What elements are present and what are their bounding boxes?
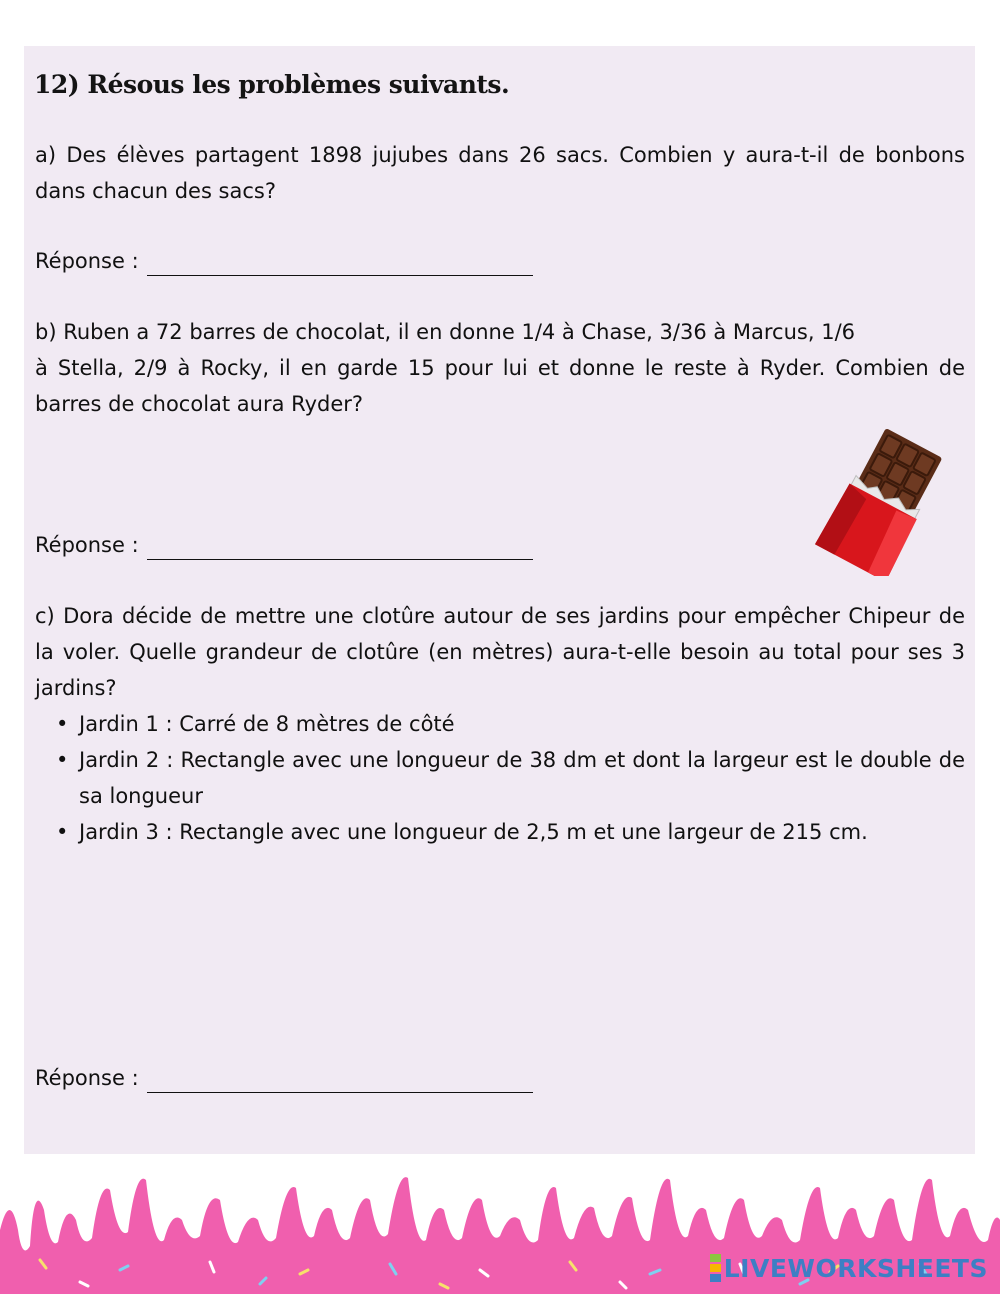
worksheet-title: 12) Résous les problèmes suivants. xyxy=(34,70,510,99)
chocolate-bar-icon xyxy=(806,428,946,576)
answer-line-b[interactable] xyxy=(147,537,533,560)
answer-line-c[interactable] xyxy=(147,1070,533,1093)
problem-c-answer xyxy=(35,1063,533,1093)
problem-b-answer xyxy=(35,530,533,560)
answer-line-a[interactable] xyxy=(147,253,533,276)
problem-b-line1: b) Ruben a 72 barres de chocolat, il en donne 1/4 à Chase, 3/36 à Marcus, 1/6 xyxy=(35,320,856,344)
garden-item: • Jardin 3 : Rectangle avec une longueur de 2,5 m et une largeur de 215 cm. xyxy=(79,814,965,850)
brand-name: LIVEWORKSHEETS xyxy=(723,1253,988,1283)
liveworksheets-logo-icon xyxy=(710,1253,721,1283)
answer-label: Réponse : xyxy=(35,1066,139,1090)
problem-b-line2: à Stella, 2/9 à Rocky, il en garde 15 pour lui et donne le reste à Ryder. Combien de barres de chocolat aura Ryder? xyxy=(35,356,965,416)
garden-item: • Jardin 1 : Carré de 8 mètres de côté xyxy=(79,706,965,742)
answer-label: Réponse : xyxy=(35,249,139,273)
problem-c-text: c) Dora décide de mettre une clotûre autour de ses jardins pour empêcher Chipeur de la voler. Quelle grandeur de clotûre (en mètres) aura-t-elle besoin au total pour ses 3 jardins? xyxy=(35,604,965,700)
problem-a-answer xyxy=(35,246,533,276)
answer-label: Réponse : xyxy=(35,533,139,557)
problem-a-text: a) Des élèves partagent 1898 jujubes dans 26 sacs. Combien y aura-t-il de bonbons dans chacun des sacs? xyxy=(35,143,965,203)
garden-item: • Jardin 2 : Rectangle avec une longueur de 38 dm et dont la largeur est le double de sa longueur xyxy=(79,742,965,814)
garden-list xyxy=(35,706,965,850)
liveworksheets-logo xyxy=(710,1253,988,1283)
